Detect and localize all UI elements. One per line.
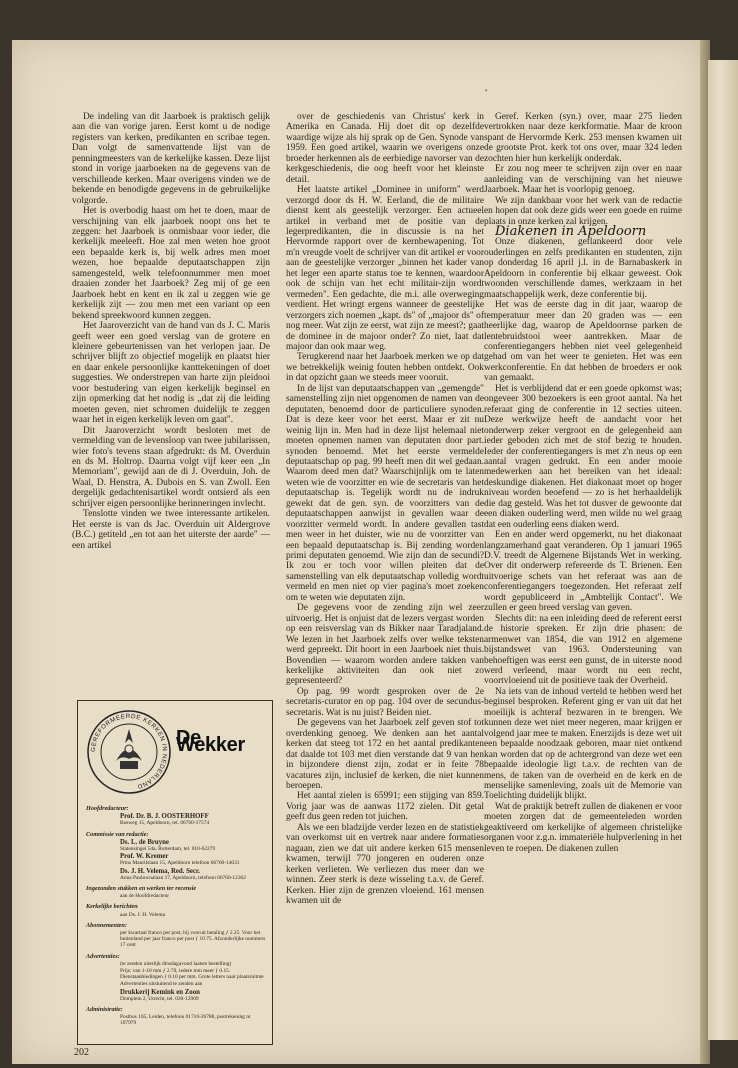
- ad-section-label: Ingezonden stukken en werken ter recensie: [86, 885, 197, 893]
- section-heading: Diakenen in Apeldoorn: [495, 223, 647, 239]
- paragraph: Na iets van de inhoud verteld te hebben werd het beginsel besproken. Referent ging er van uit dat het moeilijk is achteraf bezwaren in te brengen. We kunnen deze wet niet meer negeren, maar krijgen er volgend jaar mee te maken. Enerzijds is deze wet uit een bepaalde noodzaak geboren, maar niet ontkend kan worden dat op de achtergrond van deze wet een bepaalde ideologie ligt t.a.v. de rechten van de mens, de taken van de overheid en de kerk en de menselijke samenleving, zoals uit de Memorie van Toelichting duidelijk blijkt.: [484, 686, 682, 802]
- paragraph: Terugkerend naar het Jaarboek merken we op dat we betrekkelijk weinig fouten hebben ontdekt. Ook in dat opzicht gaan we steeds meer vooruit.: [286, 352, 484, 384]
- next-page-edge: [708, 60, 738, 1040]
- ad-entry-detail: (te zenden uiterlijk dinsdagavond laatste bestelling): [120, 960, 232, 967]
- ad-entry: [86, 989, 266, 1002]
- paragraph: De gegevens voor de zending zijn wel zeer uitvoerig. Het is onjuist dat de lezers vergast worden op een reisverslag van ds Bikker naar Taradjaland. We lezen in het Jaarboek zelfs over welke teksten werd gepreekt. Dit hoort in een Jaarboek niet thuis. Bovendien — waarom worden andere takken van kerkelijke aktiviteiten dan ook niet zo gepresenteerd?: [286, 603, 484, 687]
- text-column-3: [484, 112, 682, 854]
- ad-entry: [86, 893, 266, 899]
- ad-entry: [86, 813, 266, 826]
- paragraph: Een en ander werd opgemerkt, nu het diakonaat langzamerhand gaat veranderen. Op 1 januari 1965 D.V. treedt de Algemene Bijstands Wet in werking. Over dit onderwerp refereerde ds T. Brienen. Een uitvoerige schets van het referaat was aan de conferentiegangers toegezonden. Het referaat zelf wordt gepubliceerd in „Ambtelijk Contact". We zullen er geen breed verslag van geven.: [484, 530, 682, 614]
- paragraph: Als we een bladzijde verder lezen en de statistiek van overkomst uit en vertrek naar andere formaties nagaan, zien we dat uit andere kerken 615 mensen kwamen, terwijl 770 jongeren en ouderen onze kerken verlieten. We verliezen dus meer dan we winnen. Zeer sterk is deze wisseling t.a.v. de Geref. Kerken. Hier zijn de grenzen vloeiend. 161 mensen kwamen uit de: [286, 822, 484, 906]
- page-number: 202: [74, 1047, 89, 1058]
- paragraph: Op pag. 99 wordt gesproken over de 2e secretaris-curator en op pag. 104 over de secundus-secretaris. Wat is nu juist? Beiden niet.: [286, 686, 484, 718]
- paragraph: Het was de eerste dag in dit jaar, waarop de temperatuur meer dan 20 graden was — een heerlijke dag, waarop de Apeldoornse parken de lentebruidstooi weer aantrekken. Maar de conferentiegangers hebben niet veel gelegenheid gehad om van het weer te genieten. Het was een werkconferentie. En dat hebben de broeders er ook van gemaakt.: [484, 300, 682, 384]
- ad-section-label: Advertenties:: [86, 952, 120, 960]
- ad-entry: [86, 1014, 266, 1026]
- church-seal-logo: [86, 709, 172, 795]
- ad-entry-name: Prof. W. Kremer: [120, 853, 169, 861]
- paragraph: Het aantal zielen is 65991; een stijging van 859. Vorig jaar was de aanwas 1172 zielen. Dit getal geeft dus geen reden tot juichen.: [286, 791, 484, 823]
- ad-entry: [86, 912, 266, 918]
- text-column-1: [72, 112, 270, 551]
- paragraph: Het laatste artikel „Dominee in uniform" werd verzorgd door ds H. W. Eerland, die de militaire dienst kent als geestelijk verzorger. Een actueel artikel in verband met de positie van de legerpredikanten, die in discussie is na het Hervormde rapport over de kernbewapening. Tot m'n vreugde voelt de schrijver van dit artikel er voor aan de geestelijke verzorger „binnen het kader van het leger een aparte status toe te kennen, waardoor ook de schijn van het echt militair-zijn wordt vermeden". Een gedachte, die m.i. alle overweging verdient. Het wringt ergens wanneer de geestelijke verzorgers zich noemen „kapt. ds" of „majoor ds" of nog meer. Wat zijn ze eerst, wat zijn ze meest?; gaat de dominee in de majoor onder? Zo niet, laat dat majoor dan ook maar weg.: [286, 185, 484, 352]
- paragraph: Het Jaaroverzicht van de hand van ds J. C. Maris geeft weer een goed verslag van de grotere en kleinere gebeurtenissen van het verlopen jaar. De schrijver blijft zo objectief mogelijk en plaatst hier en daar enkele persoonlijke kanttekeningen of doet suggesties. We onderstrepen van harte zijn pleidooi voor bestudering van eigen kerkelijk beginsel en zijn opmerking dat het nodig is „dat zij die leiding moeten geven, niet schromen duidelijk te zeggen waar het in eigen kerkelijk leven om gaat".: [72, 321, 270, 426]
- paragraph: Slechts dit: na een inleiding deed de referent eerst de historie spreken. Er zijn drie phasen: de armenwet van 1854, die van 1912 en algemene bijstandswet van 1963. Ondersteuning van behoeftigen was eerst een gunst, de in uiterste nood werd verleend, maar wordt nu een recht, voortvloeiend uit de positieve taak der Overheid.: [484, 613, 682, 687]
- print-mark: •: [485, 87, 488, 95]
- ad-entry-detail: Domplein 2, Utrecht, tel. 030-12909: [120, 995, 199, 1002]
- ad-entry-detail: Statensingel 54a, Rotterdam, tel. 010-62279: [120, 846, 216, 853]
- paragraph: De gegevens van het Jaarboek zelf geven stof tot overdenking genoeg. We denken aan het aantal kerken dat steeg tot 172 en het aantal predikanten dat daalde tot 103 met dien verstande dat 9 van hen in bijzondere dienst zijn, zodat er in feite 78 vacatures zijn, inclusief de kerken, die niet kunnen beroepen.: [286, 718, 484, 791]
- ad-section-label: Administratie:: [86, 1006, 123, 1014]
- ad-entry-detail: Prins Mauritslaan 15, Apeldoorn telefoon 06760-14031: [120, 860, 240, 867]
- ad-entry: [86, 961, 266, 967]
- ad-entry: [86, 839, 266, 852]
- paragraph: De indeling van dit Jaarboek is praktisch gelijk aan die van vorige jaren. Eerst komt u de nodige registers van kerken, predikanten en scribae tegen. Dan volgt de samenvattende lijst van de penningmeesters van de kerkelijke kassen. Deze lijst stond in vorige jaarboeken na de gegevens van de verschillende kerken. Maar overigens vinden we de bekende en benodigde gegevens in de gebruikelijke volgorde.: [72, 112, 270, 206]
- ad-entry-name: Ds. L. de Bruyne: [120, 838, 169, 846]
- ad-section-label: Kerkelijke berichten: [86, 903, 138, 911]
- ad-entry: [86, 930, 266, 949]
- seal-ring-text: GEREFORMEERDE KERKEN IN NEDERLAND: [89, 712, 169, 790]
- ad-entry-detail: per kwartaal franco per post, bij vooruit betaling ƒ 2.25. Voor het buitenland per jaar franco per post ƒ 10.75. Afzonderlijke nummers 17 cent: [120, 930, 266, 949]
- ad-entry: [86, 868, 266, 881]
- ad-section-label: Abonnementen:: [86, 921, 127, 929]
- ad-section-label: Hoofdredacteur:: [86, 805, 129, 812]
- paragraph: Het is overbodig haast om het te doen, maar de verschijning van elk jaarboek noopt ons het te zeggen: het Jaarboek is onmisbaar voor ieder, die kerkelijk meeleeft. Hoe zal men weten hoe groot een bepaalde kerk is, bij welk adres men moet wezen, hoe bepaalde deputaatschappen zijn samengesteld, welk telefoonnummer men moet draaien zonder het Jaarboek? Zeg mij of ge een Jaarboek hebt en kent en ik zal u zeggen wie ge kerkelijk zijt — zou men met een variant op een bekend spreekwoord kunnen zeggen.: [72, 206, 270, 321]
- paragraph: Onze diakenen, geflankeerd door vele ouderlingen en zelfs predikanten en studenten, zijn op donderdag 16 april j.l. in de Barnabaskerk in Apeldoorn in conferentie bij elkaar geweest. Ook woonden verschillende dames, werkzaam in het maatschappelijk werk, deze conferentie bij.: [484, 237, 682, 300]
- text-column-2: [286, 112, 484, 906]
- ad-entry-detail: Bosweg 15, Apeldoorn, tel. 06760-17574: [120, 820, 210, 827]
- paragraph: Dit Jaaroverzicht wordt besloten met de vermelding van de levensloop van twee jubilarissen, wier foto's tevens staan afgedrukt: ds M. Overduin en ds M. Holtrop. Daarna volgt vijf keer een „In Memoriam", gewijd aan de di J. Overduin, Joh. de Waal, D. Henstra, A. Dubois en S. van Zwoll. Een dergelijk gedachtenisartikel wordt ontsierd als een schrijver eigen persoonlijke herinneringen invlecht.: [72, 425, 270, 509]
- ad-section-label: Commissie van redactie:: [86, 830, 149, 838]
- ad-entry: [86, 968, 266, 980]
- paragraph: We zijn dankbaar voor het werk van de redactie en hopen dat ook deze gids weer een goede en ruime plaats in onze kerken zal krijgen.: [484, 195, 682, 227]
- ad-entry-detail: Postbus 165, Leiden, telefoon 01710-26788, postrekening nr 107979: [120, 1014, 251, 1027]
- ad-entry-detail: aan de Hoofdredacteur: [120, 893, 170, 900]
- ad-entry-name: Prof. Dr. B. J. OOSTERHOFF: [120, 813, 209, 821]
- paragraph: Er zou nog meer te schrijven zijn over en naar aanleiding van de verschijning van het nieuwe Jaarboek. Maar het is voorlopig genoeg.: [484, 164, 682, 196]
- paragraph: Het is verblijdend dat er een goede opkomst was; ongeveer 300 bezoekers is een groot aantal. Na het referaat ging de conferentie in 12 secties uiteen. Deze werkwijze heeft de aandacht voor het onderwerp zeker vergroot en de gelegenheid aan ieder geboden zich met de stof bezig te houden. Ieder der conferentiegangers is met z'n neus op een aantal vragen gedrukt. En een ander mooie medewerken aan het bereiken van het ideaal: deskundige diakenen. Het diakonaat moet op hoger niveau worden beoefend — zo is het herhaaldelijk die dag gesteld. Was het tot dusver de gewoonte dat een diaken ouderling werd, men wilde nu wel graag dat een ouderling eens diaken werd.: [484, 383, 682, 530]
- ad-entry: [86, 981, 266, 987]
- paragraph: over de geschiedenis van Christus' kerk in Amerika en Canada. Hij doet dit op dezelfde waardige wijze als hij sprak op de Gen. Synode van 1959. Een goed artikel, waarin we overigens onze broeder herkennen als de eerbiedige navorser van de kerkgeschiedenis, die oog heeft voor het kleinste detail.: [286, 112, 484, 185]
- ad-entry-detail: Prijs: van 1-10 mm ƒ 2.70, iedere mm meer ƒ 0.15. Dienstaanbiedingen ƒ 0.10 per mm. Grote letters naar plaatsruimte: [120, 968, 264, 981]
- ad-entry-name: Ds. J. H. Velema, Red. Secr.: [120, 867, 200, 875]
- paragraph: Geref. Kerken (syn.) over, maar 275 lieden vertrokken naar deze kerkformatie. Maar de kroon spant de Hervormde Kerk. 253 mensen kwamen uit de grootste Prot. kerk tot ons over, maar 324 leden zochten hier hun kerkelijk onderdak.: [484, 112, 682, 164]
- ad-entry: [86, 853, 266, 866]
- ad-entry-name: Drukkerij Kemink en Zoon: [120, 988, 200, 996]
- ad-entry-detail: Anna Paulownalaan 17, Apeldoorn, telefoon 06760-12362: [120, 874, 246, 881]
- de-wekker-advertisement: [77, 700, 273, 1045]
- ad-colophon: [86, 801, 266, 1027]
- ad-entry-detail: aan Ds. J. H. Velema: [120, 911, 165, 918]
- ad-entry-detail: Advertenties uitsluitend te zenden aan: [120, 981, 203, 988]
- paragraph: In de lijst van deputaatschappen van „gemengde" samenstelling zijn niet opgenomen de namen van de deputaten, benoemd door de particuliere synoden. Dat is deze keer voor het eerst. Maar er zit nu weinig lijn in. Men had in deze lijst helemaal niet moeten opnemen namen van deputaten door part. synoden benoemd. Met het eerste vermelde deputaatschap op pag. 99 heeft men dit wel gedaan. Waarom deed men dat? Waarschijnlijk om te laten weten wie de voorzitter en wie de secretaris van het deputaatschap is. Tegelijk wordt nu de indruk gewekt dat de gen. syn. de voorzitters van de deputaatschappen aanwijst in gevallen waar de voorzitter vermeld wordt. In andere gevallen tast men weer in het duister, wie nu de voorzitter van een bepaald deputaatschap is. Bij zending worden primi deputaten genoemd. Wie zijn dan de secundi? Ik zou er toch voor willen pleiten dat de samenstelling van elk deputaatschap volledig wordt vermeld en men niet op vier pagina's moet zoeken om te weten wie deputaten zijn.: [286, 383, 484, 603]
- ad-title: De Wekker: [176, 727, 245, 757]
- paragraph: Wat de praktijk betreft zullen de diakenen er voor moeten zorgen dat de gemeenteleden worden geaktiveerd om kerkelijke of algemeen christelijke organen voor z.g.n. immateriële hulpverlening in het leven te roepen. De diakenen zullen: [484, 801, 682, 854]
- paragraph: Tenslotte vinden we twee interessante artikelen. Het eerste is van ds Jac. Overduin uit Aldergrove (B.C.) getiteld „en tot aan het uiterste der aarde" — een artikel: [72, 509, 270, 551]
